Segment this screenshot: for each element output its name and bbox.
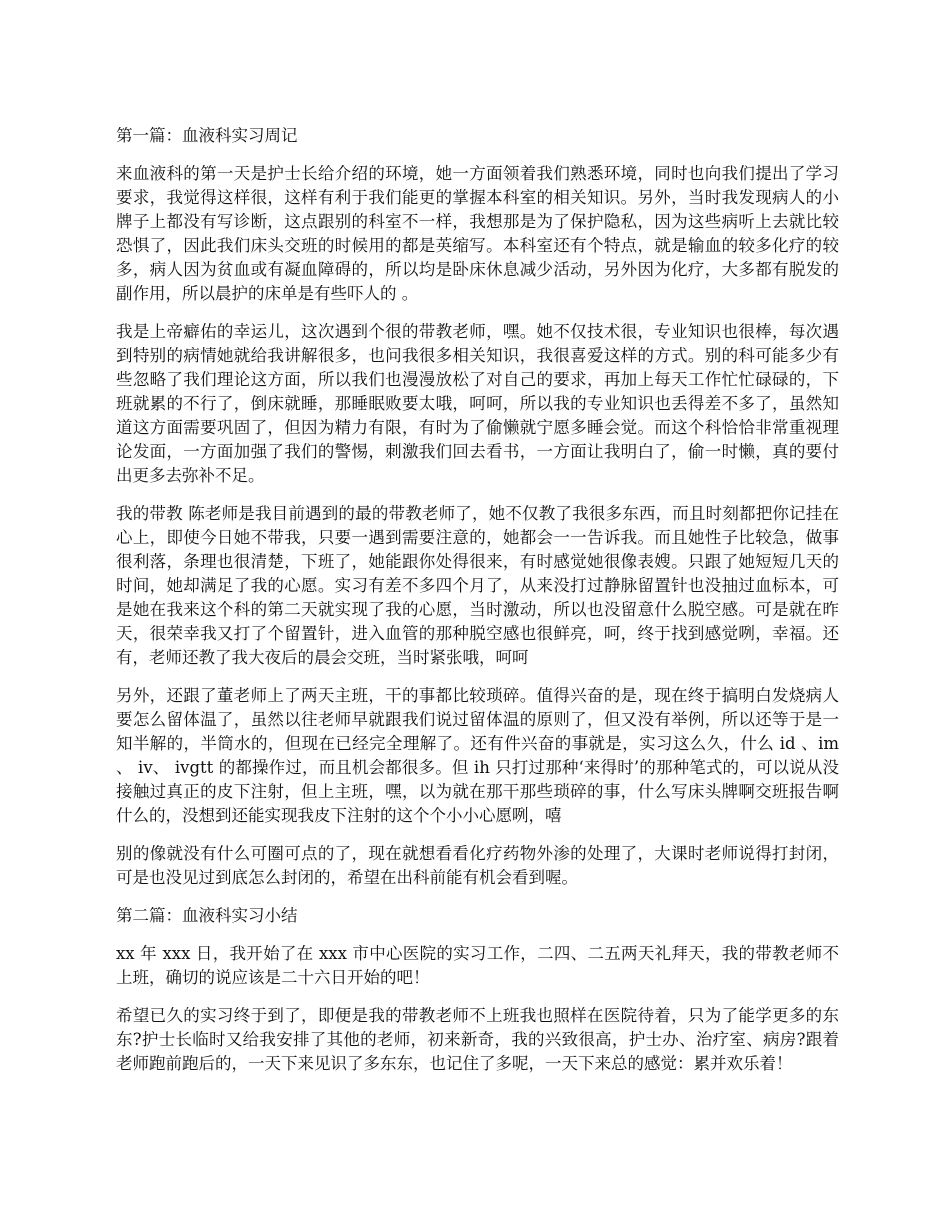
section-1-paragraph-4: 另外，还跟了董老师上了两天主班，干的事都比较琐碎。值得兴奋的是，现在终于搞明白发烧病人要怎么留体温了，虽然以往老师早就跟我们说过留体温的原则了，但又没有举例，所以还等于是一知半解的，半筒水的，但现在已经完全理解了。还有件兴奋的事就是，实习这么久，什么 id 、im 、 iv、 ivgtt 的都操作过，而且机会都很多。但 ih 只打过那种‘来得时’的那种笔式的，可以说从没接触过真正的皮下注射，但上主班，嘿，以为就在那干那些琐碎的事，什么写床头牌啊交班报告啊什么的，没想到还能实现我皮下注射的这个个小小心愿咧，嘻 xyxy=(116,686,839,825)
document-body xyxy=(116,124,839,1090)
section-1-paragraph-5: 别的像就没有什么可圈可点的了，现在就想看看化疗药物外渗的处理了，大课时老师说得打封闭，可是也没见过到底怎么封闭的，希望在出科前能有机会看到喔。 xyxy=(116,844,839,887)
section-2-paragraph-1: xx 年 xxx 日，我开始了在 xxx 市中心医院的实习工作，二四、二五两天礼拜天，我的带教老师不上班，确切的说应该是二十六日开始的吧！ xyxy=(116,944,839,987)
section-1-paragraph-1: 来血液科的第一天是护士长给介绍的环境，她一方面领着我们熟悉环境，同时也向我们提出了学习要求，我觉得这样很，这样有利于我们能更的掌握本科室的相关知识。另外，当时我发现病人的小牌子上都没有写诊断，这点跟别的科室不一样，我想那是为了保护隐私，因为这些病听上去就比较恐惧了，因此我们床头交班的时候用的都是英缩写。本科室还有个特点，就是输血的较多化疗的较多，病人因为贫血或有凝血障碍的，所以均是卧床休息减少活动，另外因为化疗，大多都有脱发的副作用，所以晨护的床单是有些吓人的 。 xyxy=(116,164,839,303)
section-1-paragraph-2: 我是上帝癖佑的幸运儿，这次遇到个很的带教老师，嘿。她不仅技术很，专业知识也很棒，每次遇到特别的病情她就给我讲解很多，也问我很多相关知识，我很喜爱这样的方式。别的科可能多少有些忽略了我们理论这方面，所以我们也漫漫放松了对自己的要求，再加上每天工作忙忙碌碌的，下班就累的不行了，倒床就睡，那睡眠败要太哦，呵呵，所以我的专业知识也丢得差不多了，虽然知道这方面需要巩固了，但因为精力有限，有时为了偷懒就宁愿多睡会觉。而这个科恰恰非常重视理论发面，一方面加强了我们的警惕，刺激我们回去看书，一方面让我明白了，偷一时懒，真的要付出更多去弥补不足。 xyxy=(116,322,839,485)
section-2-heading: 第二篇：血液科实习小结 xyxy=(116,906,298,925)
section-2-paragraph-2: 希望已久的实习终于到了，即便是我的带教老师不上班我也照样在医院待着，只为了能学更多的东东?护士长临时又给我安排了其他的老师，初来新奇，我的兴致很高，护士办、治疗室、病房?跟着老师跑前跑后的，一天下来见识了多东东，也记住了多呢，一天下来总的感觉：累并欢乐着！ xyxy=(116,1006,839,1073)
section-1-heading: 第一篇：血液科实习周记 xyxy=(116,126,298,145)
section-1-paragraph-3: 我的带教 陈老师是我目前遇到的最的带教老师了，她不仅教了我很多东西，而且时刻都把你记挂在心上，即使今日她不带我，只要一遇到需要注意的，她都会一一告诉我。而且她性子比较急，做事很利落，条理也很清楚，下班了，她能跟你处得很来，有时感觉她很像表嫂。只跟了她短短几天的时间，她却满足了我的心愿。实习有差不多四个月了，从来没打过静脉留置针也没抽过血标本，可是她在我来这个科的第二天就实现了我的心愿，当时激动，所以也没留意什么脱空感。可是就在昨天，很荣幸我又打了个留置针，进入血管的那种脱空感也很鲜亮，呵，终于找到感觉咧，幸福。还有，老师还教了我大夜后的晨会交班，当时紧张哦，呵呵 xyxy=(116,504,839,667)
